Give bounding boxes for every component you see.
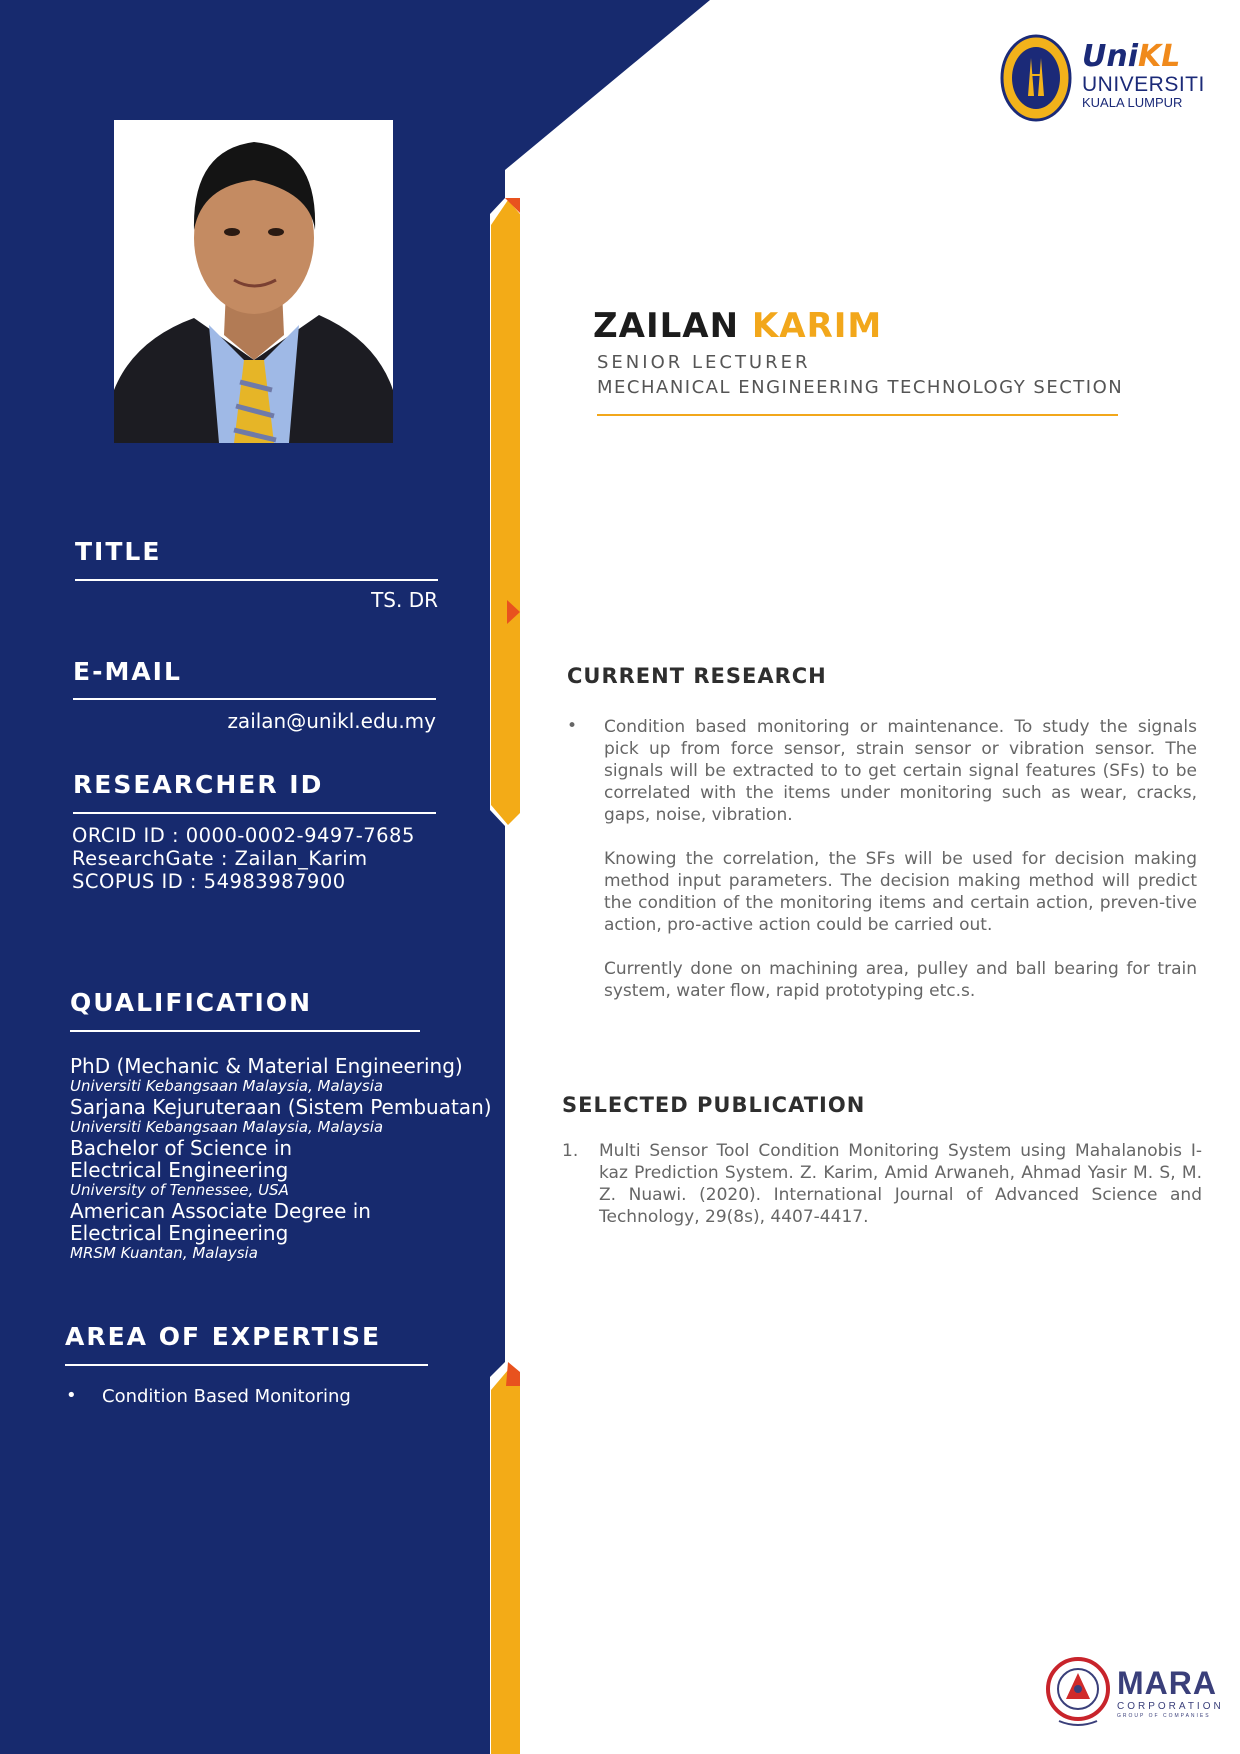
bullet-icon: • <box>567 716 578 736</box>
mara-seal-icon <box>1045 1655 1111 1729</box>
qualification-degree: Electrical Engineering <box>70 1221 289 1245</box>
expertise-label: Condition Based Monitoring <box>102 1386 351 1407</box>
brand-kl: KL <box>1138 39 1181 74</box>
qualification-divider <box>70 1030 420 1032</box>
qualification-degree: American Associate Degree in <box>70 1199 371 1223</box>
profile-name <box>593 306 882 346</box>
logo-universiti: UNIVERSITI <box>1082 73 1205 96</box>
logo-kuala-lumpur: KUALA LUMPUR <box>1082 95 1183 110</box>
gold-accent-bottom <box>491 1370 520 1754</box>
email-heading: E-MAIL <box>73 657 182 686</box>
brand-uni: Uni <box>1082 39 1139 74</box>
research-paragraph: Currently done on machining area, pulley and ball bearing for train system, water flow, rapid prototyping etc.s. <box>604 959 1197 1001</box>
researcher-id-list <box>72 824 415 893</box>
qualification-heading: QUALIFICATION <box>70 988 313 1017</box>
qualification-institution: Universiti Kebangsaan Malaysia, Malaysia <box>70 1118 384 1136</box>
research-heading: CURRENT RESEARCH <box>567 664 827 688</box>
research-paragraph: Knowing the correlation, the SFs will be used for decision making method input parameters. The decision making method will predict the condition of the monitoring items and certain action, preven-tive action, pro-active action could be carried out. <box>604 849 1197 935</box>
email-divider <box>73 698 436 700</box>
job-position: SENIOR LECTURER <box>597 352 811 373</box>
expertise-heading: AREA OF EXPERTISE <box>65 1322 382 1351</box>
orcid-id: ORCID ID : 0000-0002-9497-7685 <box>72 824 415 847</box>
last-name: KARIM <box>751 306 883 346</box>
gold-accent-top <box>491 200 520 825</box>
title-heading: TITLE <box>75 537 162 566</box>
accent-marker-low <box>506 1362 520 1386</box>
portrait-illustration <box>114 120 393 443</box>
researchgate-id: ResearchGate : Zailan_Karim <box>72 847 368 870</box>
qualification-degree: Sarjana Kejuruteraan (Sistem Pembuatan) <box>70 1095 492 1119</box>
research-paragraph <box>567 716 1197 826</box>
publication-list <box>562 1140 1202 1228</box>
qualification-institution: MRSM Kuantan, Malaysia <box>70 1244 258 1262</box>
department-section: MECHANICAL ENGINEERING TECHNOLOGY SECTION <box>597 377 1124 398</box>
qualification-degree: Bachelor of Science in <box>70 1136 293 1160</box>
unikl-logo <box>1000 34 1205 122</box>
qualification-institution: University of Tennessee, USA <box>70 1181 289 1199</box>
research-text: Condition based monitoring or maintenance. To study the signals pick up from force sensor, strain sensor or vibration sensor. The signals will be extracted to to get certain signal features (SFs) to be correlated with the items under monitoring such as wear, cracks, gaps, noise, vibration. <box>604 717 1197 825</box>
scopus-id: SCOPUS ID : 54983987900 <box>72 870 346 893</box>
publication-heading: SELECTED PUBLICATION <box>562 1093 866 1117</box>
expertise-divider <box>65 1364 428 1366</box>
title-value: TS. DR <box>371 588 438 612</box>
first-name: ZAILAN <box>593 306 740 346</box>
mara-corporation: CORPORATION <box>1117 1701 1224 1712</box>
qualification-list <box>70 1055 500 1263</box>
expertise-list <box>66 1386 351 1407</box>
bullet-icon: • <box>66 1385 77 1406</box>
unikl-seal-icon <box>1000 34 1072 122</box>
publication-text: Multi Sensor Tool Condition Monitoring System using Mahalanobis I-kaz Prediction System. Z. Karim, Amid Arwaneh, Ahmad Yasir M. S, M. Z. Nuawi. (2020). International Journal of Advanced Science and Technology, 29(8s), 4407-4417. <box>599 1141 1202 1227</box>
profile-photo <box>114 120 393 443</box>
qualification-degree: Electrical Engineering <box>70 1158 289 1182</box>
researcher-id-divider <box>73 812 436 814</box>
researcher-id-heading: RESEARCHER ID <box>73 770 324 799</box>
email-value[interactable]: zailan@unikl.edu.my <box>227 709 436 733</box>
publication-number: 1. <box>562 1141 579 1161</box>
publication-item <box>562 1140 1202 1228</box>
mara-wordmark: MARA <box>1117 1665 1217 1701</box>
research-body <box>567 716 1197 1024</box>
mara-group: GROUP OF COMPANIES <box>1117 1713 1211 1719</box>
title-divider <box>75 579 438 581</box>
mara-logo <box>1045 1655 1225 1735</box>
qualification-degree: PhD (Mechanic & Material Engineering) <box>70 1054 463 1078</box>
expertise-item <box>66 1386 351 1407</box>
qualification-institution: Universiti Kebangsaan Malaysia, Malaysia <box>70 1077 384 1095</box>
name-divider <box>597 414 1118 416</box>
